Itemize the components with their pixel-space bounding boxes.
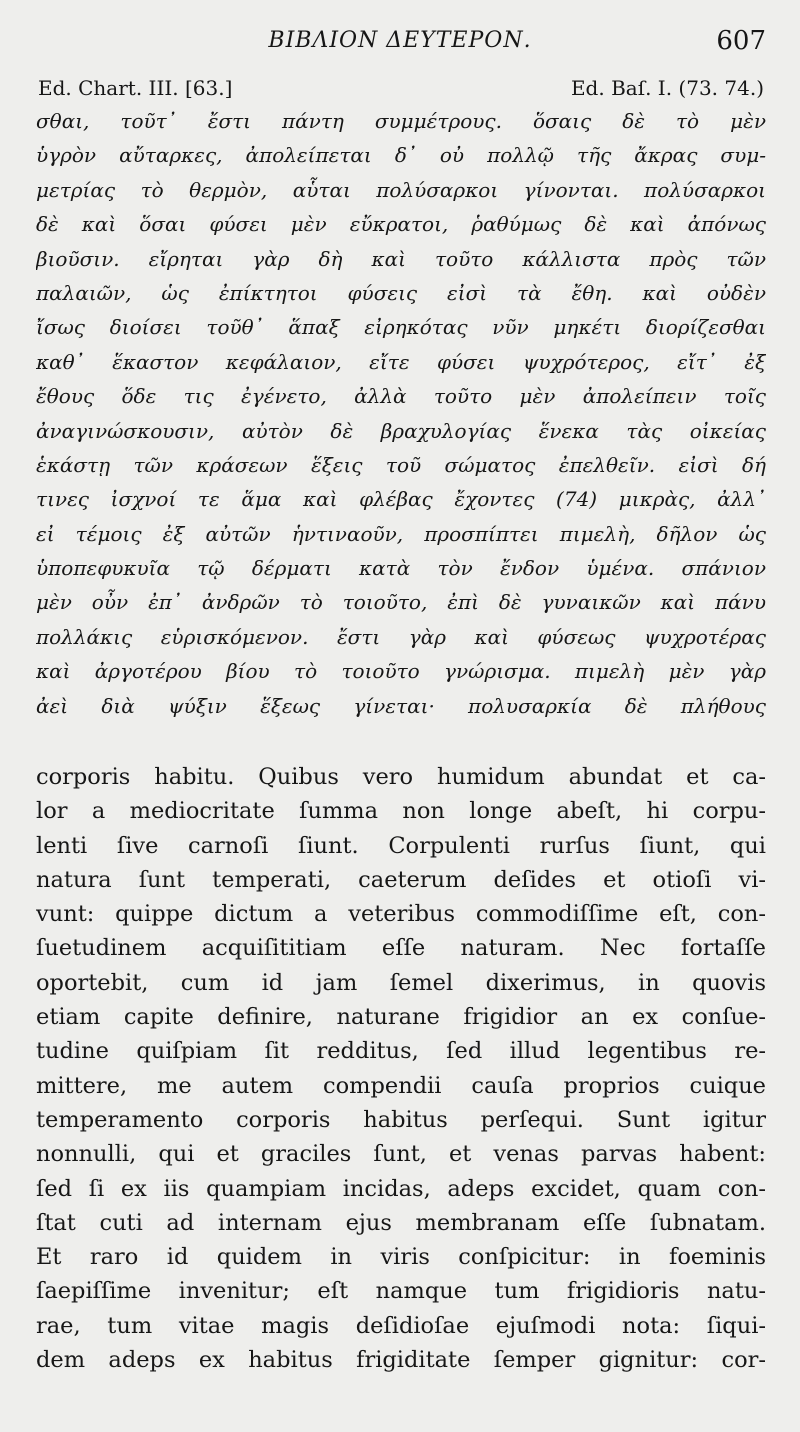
greek-text-line: ἴσως διοίσει τοῦθ᾽ ἅπαξ εἰρηκότας νῦν μηκέτι διορίζεσθαι (36, 315, 766, 340)
latin-text-line: tudine quiſpiam ſit redditus, ſed illud legentibus re- (36, 1038, 766, 1065)
page-number: 607 (716, 26, 766, 56)
greek-text-line: ὑγρὸν αὔταρκες, ἀπολείπεται δ᾽ οὐ πολλῷ τῆς ἄκρας συμ- (36, 143, 766, 168)
greek-text-block (36, 104, 766, 723)
latin-text-block (36, 760, 766, 1377)
greek-text-line: τινες ἰσχνοί τε ἅμα καὶ φλέβας ἔχοντες (74) μικρὰς, ἀλλ᾽ (36, 487, 766, 512)
greek-text-line: μετρίας τὸ θερμὸν, αὗται πολύσαρκοι γίνονται. πολύσαρκοι (36, 177, 766, 202)
latin-text-line: lor a mediocritate ſumma non longe abeſt, hi corpu- (36, 798, 766, 825)
greek-text-line: δὲ καὶ ὅσαι φύσει μὲν εὔκρατοι, ῥαθύμως δὲ καὶ ἀπόνως (36, 212, 766, 237)
greek-text-line: εἰ τέμοις ἐξ αὐτῶν ἡντιναοῦν, προσπίπτει πιμελὴ, δῆλον ὡς (36, 521, 766, 546)
latin-text-line: rae, tum vitae magis deſidioſae ejuſmodi nota: ſiqui- (36, 1312, 766, 1339)
greek-text-line: μὲν οὖν ἐπ᾽ ἀνδρῶν τὸ τοιοῦτο, ἐπὶ δὲ γυναικῶν καὶ πάνυ (36, 590, 766, 615)
latin-text-line: ſuetudinem acquiſititiam eſſe naturam. Nec fortaſſe (36, 935, 766, 962)
greek-text-line: ἔθους ὅδε τις ἐγένετο, ἀλλὰ τοῦτο μὲν ἀπολείπειν τοῖς (36, 384, 766, 409)
greek-text-line: σθαι, τοῦτ᾽ ἔστι πάντη συμμέτρους. ὅσαις δὲ τὸ μὲν (36, 109, 766, 133)
greek-text-line: καὶ ἀργοτέρου βίου τὸ τοιοῦτο γνώρισμα. πιμελὴ μὲν γὰρ (36, 659, 766, 684)
latin-text-line: Et raro id quidem in viris conſpicitur: in foeminis (36, 1244, 766, 1271)
latin-text-line: ſtat cuti ad internam ejus membranam eſſe ſubnatam. (36, 1209, 766, 1236)
latin-text-line: corporis habitu. Quibus vero humidum abundat et ca- (36, 764, 766, 790)
latin-text-line: lenti ſive carnoſi ſiunt. Corpulenti rurſus ſiunt, qui (36, 832, 766, 859)
latin-text-line: dem adeps ex habitus frigiditate ſemper gignitur: cor- (36, 1347, 766, 1374)
latin-text-line: ſaepiſſime invenitur; eſt namque tum frigidioris natu- (36, 1278, 766, 1305)
latin-text-line: nonnulli, qui et graciles ſunt, et venas parvas habent: (36, 1141, 766, 1168)
latin-text-line: vunt: quippe dictum a veteribus commodiſſime eſt, con- (36, 901, 766, 928)
greek-text-line: ἀναγινώσκουσιν, αὐτὸν δὲ βραχυλογίας ἕνεκα τὰς οἰκείας (36, 418, 766, 443)
latin-text-line: oportebit, cum id jam ſemel dixerimus, in quovis (36, 969, 766, 996)
latin-text-line: etiam capite definire, naturane frigidior an ex conſue- (36, 1004, 766, 1031)
latin-text-line: mittere, me autem compendii cauſa proprios cuique (36, 1072, 766, 1099)
latin-text-line: natura ſunt temperati, caeterum deſides et otioſi vi- (36, 866, 766, 893)
greek-text-line: παλαιῶν, ὡς ἐπίκτητοι φύσεις εἰσὶ τὰ ἔθη. καὶ οὐδὲν (36, 280, 766, 305)
running-title: BIBΛIΟΝ ΔΕΥΤΕΡΟΝ. (268, 28, 532, 53)
greek-text-line: πολλάκις εὑρισκόμενον. ἔστι γὰρ καὶ φύσεως ψυχροτέρας (36, 624, 766, 649)
latin-text-line: ſed ſi ex iis quampiam incidas, adeps excidet, quam con- (36, 1175, 766, 1202)
greek-text-line: καθ᾽ ἕκαστον κεφάλαιον, εἴτε φύσει ψυχρότερος, εἴτ᾽ ἐξ (36, 349, 766, 374)
latin-text-line: temperamento corporis habitus perſequi. Sunt igitur (36, 1106, 766, 1133)
greek-text-line: ἀεὶ διὰ ψύξιν ἕξεως γίνεται· πολυσαρκία δὲ πλήθους (36, 693, 766, 718)
greek-text-line: βιοῦσιν. εἴρηται γὰρ δὴ καὶ τοῦτο κάλλιστα πρὸς τῶν (36, 246, 766, 271)
edition-reference-left: Ed. Chart. III. [63.] (38, 76, 233, 100)
greek-text-line: ὑποπεφυκυῖα τῷ δέρματι κατὰ τὸν ἔνδον ὑμένα. σπάνιον (36, 556, 766, 581)
edition-reference-right: Ed. Baſ. I. (73. 74.) (570, 76, 764, 100)
greek-text-line: ἑκάστῃ τῶν κράσεων ἕξεις τοῦ σώματος ἐπελθεῖν. εἰσὶ δή (36, 452, 766, 477)
